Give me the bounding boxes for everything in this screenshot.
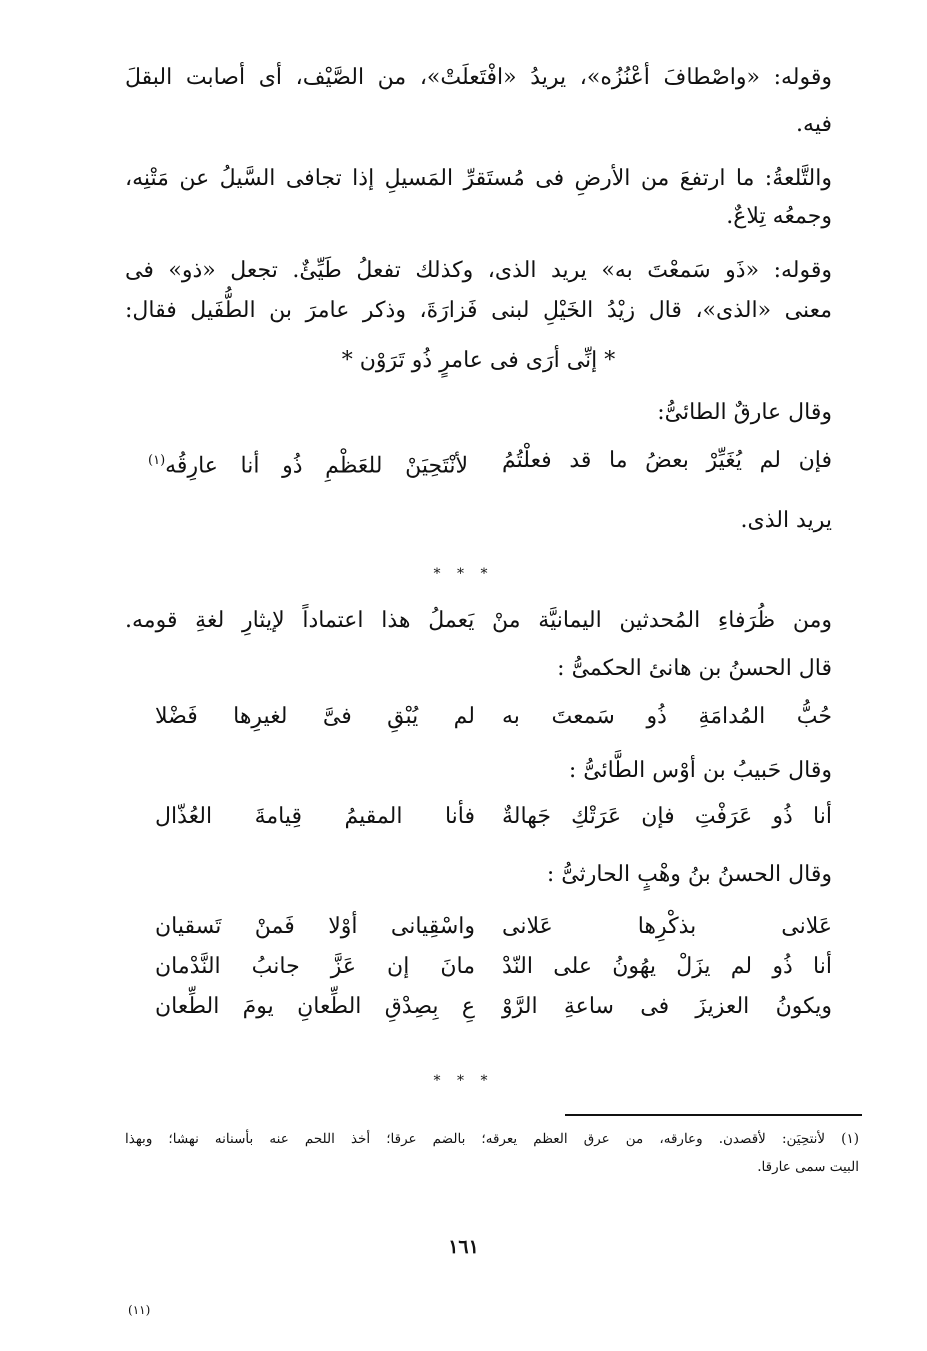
verse-right-hemistich: أنا ذُو لم يزَلْ يهُونُ على النّدْ — [502, 954, 832, 979]
verse-left-text: لأنْتَحِيَنْ للعَظْمِ ذُو أنا عارِقُه — [165, 453, 468, 479]
verse-left-hemistich: فأنا المقيمُ قِيامةَ العُذّال — [155, 804, 475, 829]
page-number: ١٦١ — [448, 1236, 479, 1258]
poet-intro: وقال الحسنُ بنُ وهْبٍ الحارثىُّ : — [546, 862, 832, 887]
signature-mark: (١١) — [128, 1303, 151, 1317]
paragraph-line: فيه. — [796, 112, 832, 137]
paragraph-line: وقوله: «واصْطافَ أعْنُزُه»، يريدُ «افْتَعلَتْ»، من الصَّيْف، أى أصابت البقلَ — [125, 65, 832, 90]
verse-left-hemistich: عِ بِصِدْقِ الطِّعانِ يومَ الطِّعان — [155, 994, 475, 1019]
footnote-line: (١) لأنتحِيَن: لأقصدن. وعارقه، من عرق العظم يعرقه؛ بالضم عرقا؛ أخذ اللحم عنه بأسنانه نهشا؛ وبهذا — [125, 1131, 859, 1147]
verse-left-hemistich: لم يُبْقِ فىَّ لغيرِها فَضْلا — [155, 704, 475, 729]
footnote-line: البيت سمى عارقا. — [757, 1159, 859, 1175]
verse-right-hemistich: ويكونُ العزيزَ فى ساعةِ الرَّوْ — [502, 994, 832, 1019]
paragraph-line: والتَّلعةُ: ما ارتفعَ من الأرضِ فى مُستَقرِّ المَسيلِ إذا تجافى السَّيلُ عن مَتْنِه، — [125, 166, 832, 191]
verse-right-hemistich: حُبُّ المُدامَةِ ذُو سَمعتَ به — [502, 704, 832, 729]
paragraph-line: وقوله: «ذَو سَمعْتَ به» يريد الذى، وكذلك تفعلُ طَيِّئٌ. تجعل «ذو» فى — [125, 258, 832, 283]
section-separator: * * * — [433, 566, 494, 582]
verse-right-hemistich: فإن لم يُغَيِّرْ بعضُ ما قد فعلْتُمُ — [502, 448, 832, 473]
poet-intro: قال الحسنُ بن هانئ الحكمىُّ : — [557, 656, 832, 681]
verse-right-hemistich: أنا ذُو عَرَفْتِ فإن عَرَتْكِ جَهالةٌ — [502, 804, 832, 829]
paragraph-line: ومن ظُرَفاءِ المُحدثين اليمانيَّة منْ يَعملُ هذا اعتماداً لإيثارِ لغةِ قومه. — [125, 608, 833, 633]
poet-intro: وقال عارقٌ الطائىُّ: — [657, 400, 832, 425]
quoted-hemistich: * إنِّى أرَى فى عامرٍ ذُو تَرَوْن * — [341, 348, 616, 373]
footnote-rule — [565, 1114, 862, 1116]
section-separator: * * * — [433, 1073, 494, 1089]
paragraph-line: معنى «الذى»، قال زيْدُ الخَيْلِ لبنى فَزارَةَ، وذكر عامرَ بن الطُّفَيل فقال: — [125, 298, 832, 323]
verse-right-hemistich: عَلانى بذكْرِها عَلانى — [502, 914, 832, 939]
verse-left-hemistich: واسْقِيانى أوْلا فَمنْ تَسقيان — [155, 914, 475, 939]
verse-left-hemistich: مانَ إن عَزَّ جانبُ النَّدْمان — [155, 954, 475, 979]
paragraph-line: وجمعُه تِلاعٌ. — [726, 204, 832, 229]
footnote-reference: (١) — [148, 453, 166, 468]
verse-left-hemistich — [148, 446, 468, 481]
poet-intro: وقال حَبيبُ بن أوْس الطَّائىُّ : — [568, 758, 832, 783]
paragraph-line: يريد الذى. — [740, 508, 832, 533]
